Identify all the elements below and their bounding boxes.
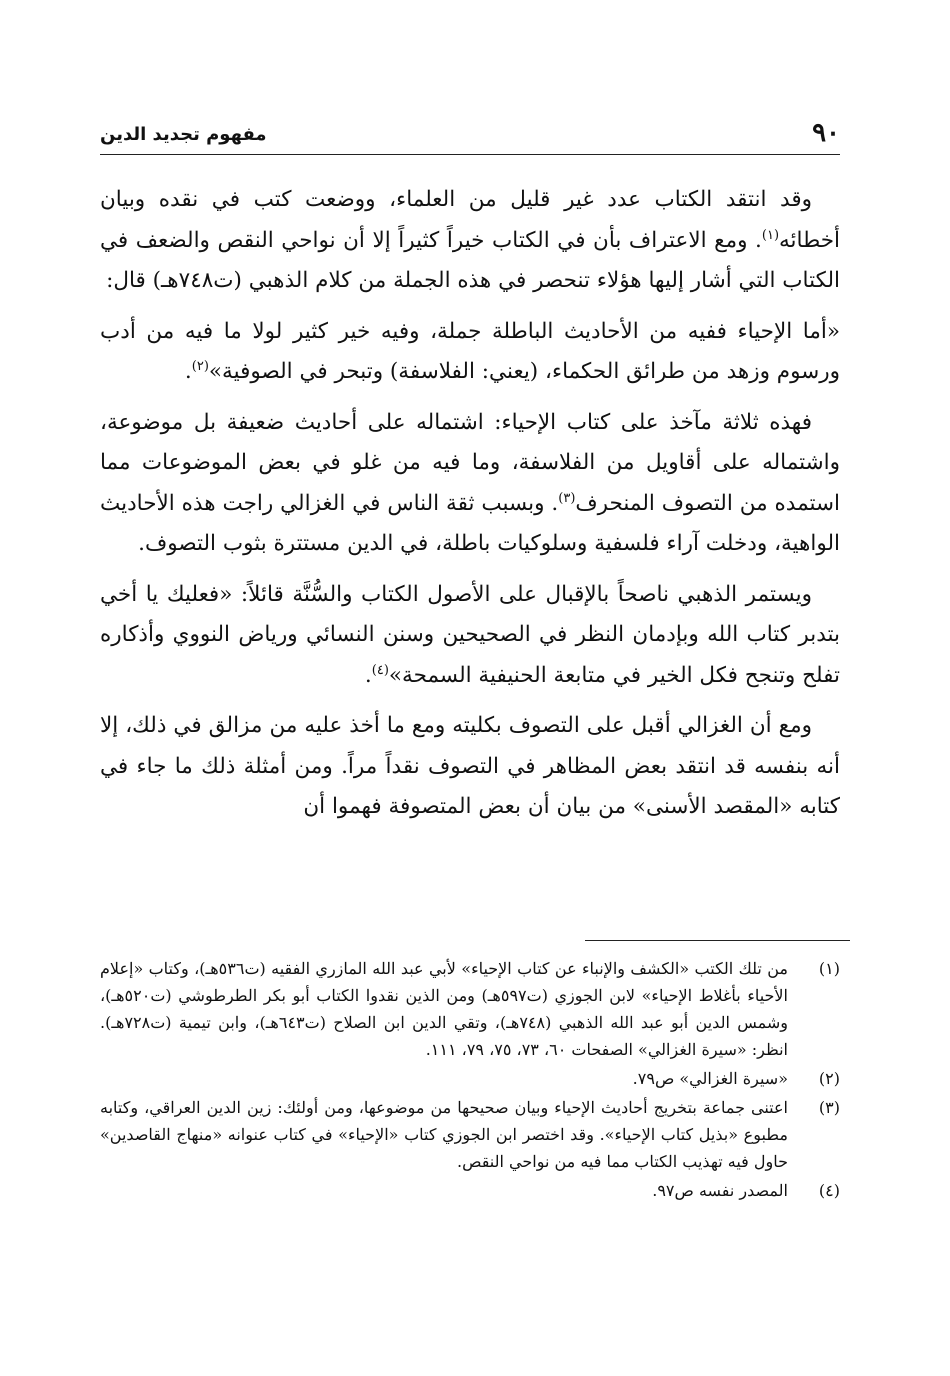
quotation-text: «أما الإحياء ففيه من الأحاديث الباطلة جملة، وفيه خير كثير لولا ما فيه من أدب ورسوم وزهد من طرائق الحكماء، (يعني: الفلاسفة) وتبحر في الصوفية»: [100, 318, 840, 384]
paragraph-text: وقد انتقد الكتاب عدد غير قليل من العلماء، ووضعت كتب في نقده وبيان أخطائه: [100, 187, 840, 253]
footnote-number: (٣): [818, 1098, 840, 1117]
footnote: [100, 1065, 840, 1092]
page-number: ٩٠: [812, 118, 840, 148]
footnotes: [100, 955, 840, 1206]
paragraph-text: ومع أن الغزالي أقبل على التصوف بكليته ومع ما أخذ عليه من مزالق في ذلك، إلا أنه بنفسه قد انتقد بعض المظاهر في التصوف نقداً مراً. ومن أمثلة ذلك ما جاء في كتابه «المقصد الأسنى» من بيان أن بعض المتصوفة فهموا أن: [100, 713, 840, 819]
paragraph-text: .: [184, 359, 192, 384]
footnote: [100, 955, 840, 1063]
paragraph-text: .: [364, 662, 372, 688]
paragraph: [100, 180, 840, 302]
footnote-text: من تلك الكتب «الكشف والإنباء عن كتاب الإحياء» لأبي عبد الله المازري الفقيه (ت٥٣٦هـ)، وكتاب «إعلام الأحياء بأغلاط الإحياء» لابن الجوزي (ت٥٩٧هـ) ومن الذين نقدوا الكتاب أبو بكر الطرطوشي (ت٥٢٠هـ)، وشمس الدين أبو عبد الله الذهبي (٧٤٨هـ)، وتقي الدين ابن الصلاح (ت٦٤٣هـ)، وابن تيمية (ت٧٢٨هـ). انظر: «سيرة الغزالي» الصفحات ٦٠، ٧٣، ٧٥، ٧٩، ١١١.: [100, 959, 789, 1059]
paragraph-text: . ومع الاعتراف بأن في الكتاب خيراً كثيراً إلا أن نواحي النقص والضعف في الكتاب التي أشار إليها هؤلاء تنحصر في هذه الجملة من كلام الذهبي (ت٧٤٨هـ) قال:: [100, 227, 840, 293]
paragraph-text: . وبسبب ثقة الناس في الغزالي راجت هذه الأحاديث الواهية، ودخلت آراء فلسفية وسلوكيات باطلة، في الدين مستترة بثوب التصوف.: [100, 490, 840, 556]
footnote-number: (٢): [818, 1069, 840, 1088]
main-text: [100, 180, 840, 838]
footnote-reference: (٢): [191, 358, 209, 374]
quotation: [100, 312, 840, 393]
footnote-number: (٤): [818, 1181, 840, 1200]
footnote-reference: (٤): [371, 662, 389, 678]
footnote-text: اعتنى جماعة بتخريج أحاديث الإحياء وبيان صحيحها من موضوعها، ومن أولئك: زين الدين العراقي، وكتابه مطبوع «بذيل كتاب الإحياء». وقد اختصر ابن الجوزي كتاب «الإحياء» في كتاب عنوانه «منهاج القاصدين» حاول فيه تهذيب الكتاب مما فيه من نواحي النقص.: [100, 1098, 788, 1171]
footnote: [100, 1094, 840, 1175]
footnote-text: «سيرة الغزالي» ص٧٩.: [632, 1069, 788, 1088]
paragraph-text: ويستمر الذهبي ناصحاً بالإقبال على الأصول الكتاب والسُّنَّة قائلاً: «فعليك يا أخي بتدبر كتاب الله وبإدمان النظر في الصحيحين وسنن النسائي ورياض النووي وأذكاره تفلح وتنجح فكل الخير في متابعة الحنيفية السمحة»: [100, 581, 840, 688]
running-title: مفهوم تجديد الدين: [100, 124, 267, 145]
footnote-reference: (٣): [558, 490, 576, 506]
footnote-text: المصدر نفسه ص٩٧.: [652, 1181, 788, 1200]
paragraph: [100, 706, 840, 828]
footnote-number: (١): [818, 959, 840, 978]
paragraph: [100, 403, 840, 565]
paragraph: [100, 575, 840, 697]
footnote-reference: (١): [761, 227, 780, 243]
footnote-separator: [585, 940, 850, 941]
footnote: [100, 1177, 840, 1204]
paragraph-text: فهذه ثلاثة مآخذ على كتاب الإحياء: اشتماله على أحاديث ضعيفة بل موضوعة، واشتماله على أقاويل من الفلاسفة، وما فيه من غلو في بعض الموضوعات مما استمده من التصوف المنحرف: [100, 409, 840, 516]
page-header: [100, 114, 840, 155]
